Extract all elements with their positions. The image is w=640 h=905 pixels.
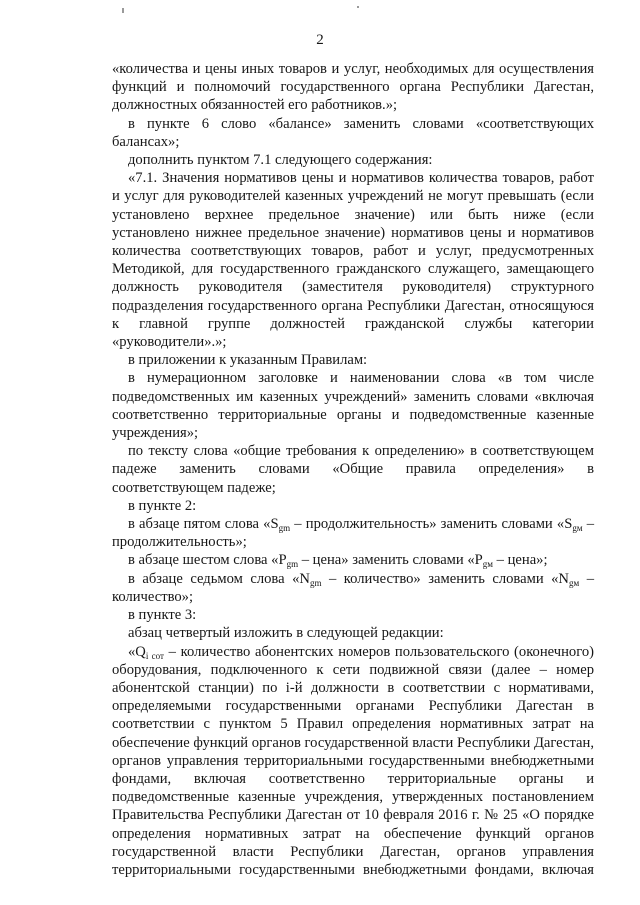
paragraph: «количества и цены иных товаров и услуг, необходимых для осуществления функций и полномочий государственного органа Республики Дагестан, должностных обязанностей его работников.»; [112, 61, 594, 114]
page-number: 2 [316, 32, 324, 48]
paragraph: в пункте 6 слово «балансе» заменить словами «соответствующих балансах»; [112, 115, 594, 150]
subscript: gм [568, 577, 580, 588]
formula-paragraph [112, 643, 594, 880]
text-run: – цена»; [493, 552, 548, 569]
paragraph: дополнить пунктом 7.1 следующего содержания: [128, 152, 433, 169]
subscript: gm [286, 559, 299, 570]
paragraph: в приложении к указанным Правилам: [128, 352, 368, 369]
text-run: – количество абонентских номеров пользовательского (оконечного) оборудования, подключенного к сети подвижной связи (далее – номер абонентской станции) по i-й должности в соответствии с нормативами, определяемыми государственными органами Республики Дагестан в соответствии с пунктом 5 Правил определения нормативных затрат на обеспечение функций органов государственной власти Республики Дагестан, органов управления территориальными государственными внебюджетными фондами, включая соответственно территориальные органы и подведомственные казенные учреждения, утвержденных постановлением Правительства Республики Дагестан от 10 февраля 2016 г. № 25 «О порядке определения нормативных затрат на обеспечение функций органов государственной власти Республики Дагестан, органов управления территориальными государственными внебюджетными фондами, включая [112, 643, 595, 878]
subscript: i сот [145, 650, 164, 661]
subscript: gм [572, 523, 583, 534]
text-run: в абзаце пятом слова «S [128, 516, 279, 533]
text-run: «Q [128, 643, 146, 660]
scan-speck [357, 6, 359, 8]
formula-paragraph [112, 551, 594, 569]
paragraph: в пункте 3: [128, 607, 197, 624]
text-run: – продолжительность» заменить словами «S [290, 516, 573, 533]
text-run: в абзаце седьмом слова «N [128, 570, 310, 587]
subscript: gм [482, 559, 493, 570]
subscript: gm [278, 523, 291, 534]
paragraph: по тексту слова «общие требования к определению» в соответствующем падеже заменить словами «Общие правила определения» в соответствующем падеже; [112, 443, 594, 496]
text-run: в абзаце шестом слова «P [128, 552, 287, 569]
paragraph: «7.1. Значения нормативов цены и нормативов количества товаров, работ и услуг для руководителей казенных учреждений не могут превышать (если установлено верхнее предельное значение) или быть ниже (если установлено нижнее предельное значение) нормативов цены и нормативов количества соответствующих товаров, работ и услуг, предусмотренных Методикой, для государственного гражданского служащего, замещающего должность руководителя (заместителя руководителя) структурного подразделения государственного органа Республики Дагестан, относящуюся к главной группе должностей гражданской службы категории «руководители».»; [112, 170, 594, 351]
text-run: – количество»; [112, 570, 594, 605]
paragraph: в нумерационном заголовке и наименовании слова «в том числе подведомственных им казенных учреждений» заменить словами «включая соответственно территориальные органы и подведомственные казенные учреждения»; [112, 370, 594, 442]
formula-paragraph [112, 515, 594, 551]
paragraph: абзац четвертый изложить в следующей редакции: [128, 625, 444, 642]
paragraph: в пункте 2: [128, 497, 197, 514]
text-run: – количество» заменить словами «N [321, 570, 569, 587]
text-run: – продолжительность»; [112, 516, 594, 551]
scan-speck [122, 8, 124, 13]
formula-paragraph [112, 570, 594, 606]
document-body [112, 60, 594, 879]
subscript: gm [309, 577, 322, 588]
text-run: – цена» заменить словами «P [298, 552, 483, 569]
